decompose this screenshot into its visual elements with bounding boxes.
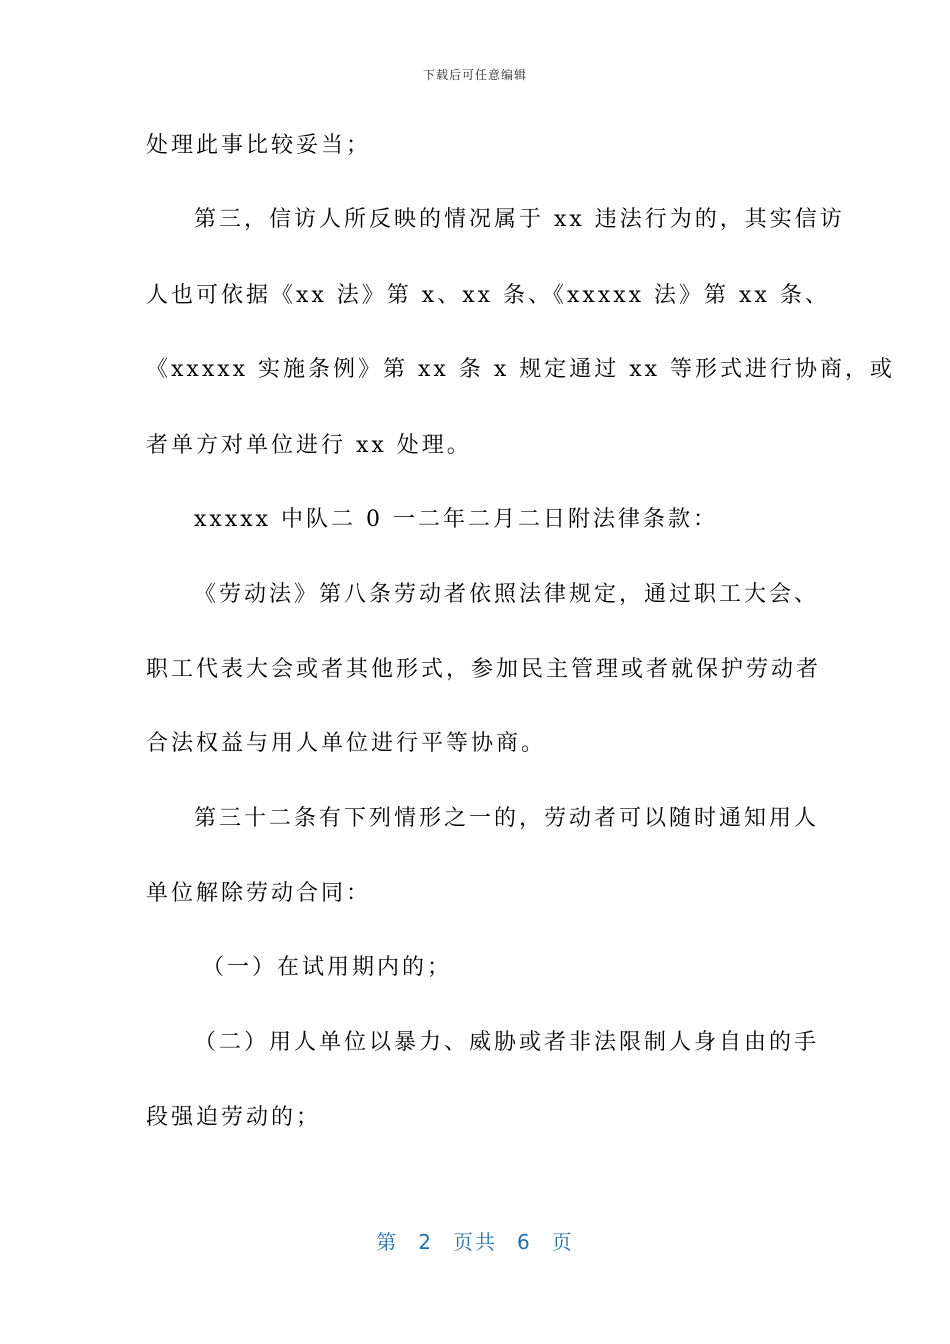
paragraph-line: 段强迫劳动的； (146, 1105, 322, 1130)
paragraph-line: （二）用人单位以暴力、威胁或者非法限制人身自由的手 (194, 1030, 820, 1055)
footer-label-of: 页共 (453, 1230, 497, 1254)
paragraph-line: 职工代表大会或者其他形式，参加民主管理或者就保护劳动者 (146, 657, 822, 682)
paragraph-line: （一）在试用期内的； (202, 955, 453, 980)
paragraph-line: 第三，信访人所反映的情况属于 xx 违法行为的，其实信访 (194, 207, 845, 232)
paragraph-line: 《劳动法》第八条劳动者依照法律规定，通过职工大会、 (194, 582, 820, 607)
page-footer (0, 1226, 950, 1255)
paragraph-line: 处理此事比较妥当； (146, 133, 372, 158)
paragraph-line: 合法权益与用人单位进行平等协商。 (146, 731, 547, 756)
footer-label-pages: 页 (551, 1230, 574, 1254)
paragraph-line: xxxxx 中队二 0 一二年二月二日附法律条款： (194, 507, 719, 532)
footer-page-number: 2 (418, 1230, 433, 1254)
paragraph-line: 《xxxxx 实施条例》第 xx 条 x 规定通过 xx 等形式进行协商，或 (146, 357, 896, 382)
paragraph-line: 单位解除劳动合同： (146, 881, 372, 906)
paragraph-line: 者单方对单位进行 xx 处理。 (146, 433, 472, 458)
paragraph-line: 人也可依据《xx 法》第 x、xx 条、《xxxxx 法》第 xx 条、 (146, 283, 830, 308)
paragraph-line: 第三十二条有下列情形之一的，劳动者可以随时通知用人 (194, 806, 820, 831)
footer-label-page: 第 (376, 1230, 399, 1254)
footer-total-pages: 6 (517, 1230, 532, 1254)
page-header: 下载后可任意编辑 (422, 68, 527, 82)
